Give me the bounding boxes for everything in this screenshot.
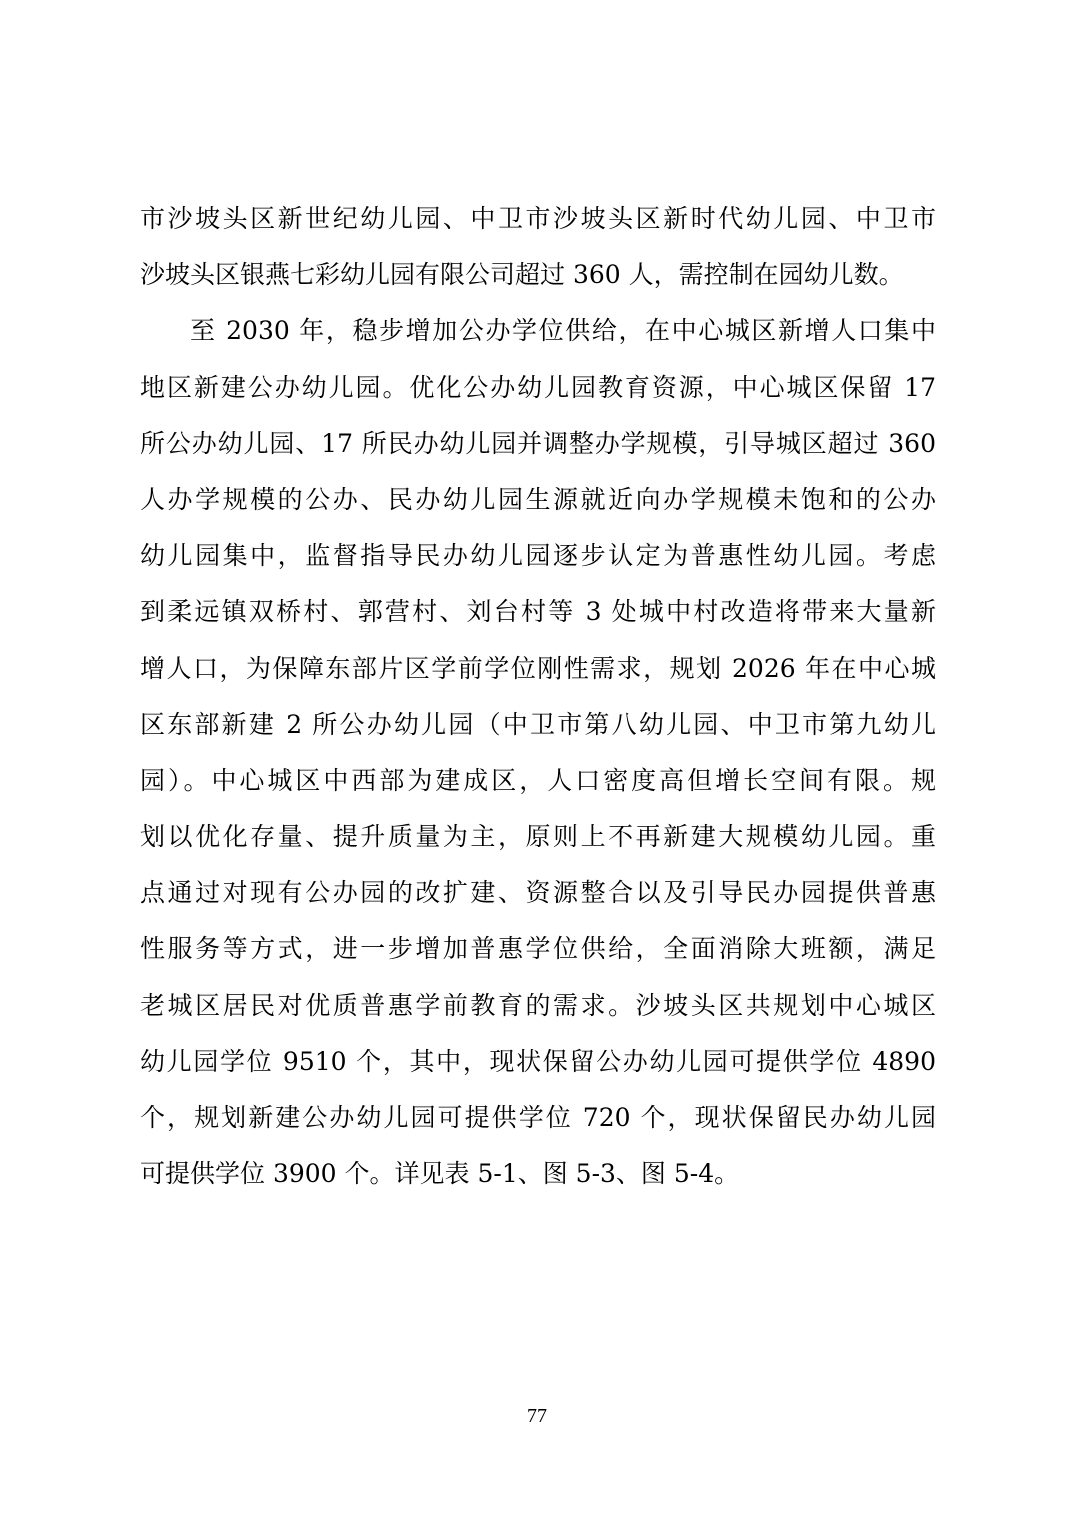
text-line: 划以优化存量、提升质量为主，原则上不再新建大规模幼儿园。重: [140, 822, 936, 852]
text-line: 到柔远镇双桥村、郭营村、刘台村等 3 处城中村改造将带来大量新: [140, 597, 936, 627]
text-line: 可提供学位 3900 个。详见表 5-1、图 5-3、图 5-4。: [140, 1159, 740, 1189]
text-line: 园）。中心城区中西部为建成区，人口密度高但增长空间有限。规: [140, 765, 936, 795]
text-line: 市沙坡头区新世纪幼儿园、中卫市沙坡头区新时代幼儿园、中卫市: [140, 204, 936, 233]
text-line: 性服务等方式，进一步增加普惠学位供给，全面消除大班额，满足: [140, 934, 936, 964]
text-line: 所公办幼儿园、17 所民办幼儿园并调整办学规模，引导城区超过 360: [140, 428, 936, 458]
text-line: 地区新建公办幼儿园。优化公办幼儿园教育资源，中心城区保留 17: [140, 372, 936, 402]
text-line: 人办学规模的公办、民办幼儿园生源就近向办学规模未饱和的公办: [140, 484, 936, 514]
text-line: 个，规划新建公办幼儿园可提供学位 720 个，现状保留民办幼儿园: [140, 1103, 936, 1132]
page-number: 77: [527, 1405, 547, 1427]
text-line: 区东部新建 2 所公办幼儿园（中卫市第八幼儿园、中卫市第九幼儿: [140, 709, 936, 739]
text-line: 老城区居民对优质普惠学前教育的需求。沙坡头区共规划中心城区: [140, 990, 936, 1020]
text-line: 增人口，为保障东部片区学前学位刚性需求，规划 2026 年在中心城: [140, 653, 936, 683]
text-line: 幼儿园集中，监督指导民办幼儿园逐步认定为普惠性幼儿园。考虑: [140, 541, 936, 571]
text-line: 幼儿园学位 9510 个，其中，现状保留公办幼儿园可提供学位 4890: [140, 1046, 936, 1076]
paragraph-continued: [140, 191, 936, 303]
text-line: 至 2030 年，稳步增加公办学位供给，在中心城区新增人口集中: [190, 316, 936, 346]
text-line: 沙坡头区银燕七彩幼儿园有限公司超过 360 人，需控制在园幼儿数。: [140, 260, 904, 290]
body-text: [140, 191, 936, 1202]
text-line: 点通过对现有公办园的改扩建、资源整合以及引导民办园提供普惠: [140, 878, 936, 908]
paragraph-planning-2030: [140, 303, 936, 1202]
